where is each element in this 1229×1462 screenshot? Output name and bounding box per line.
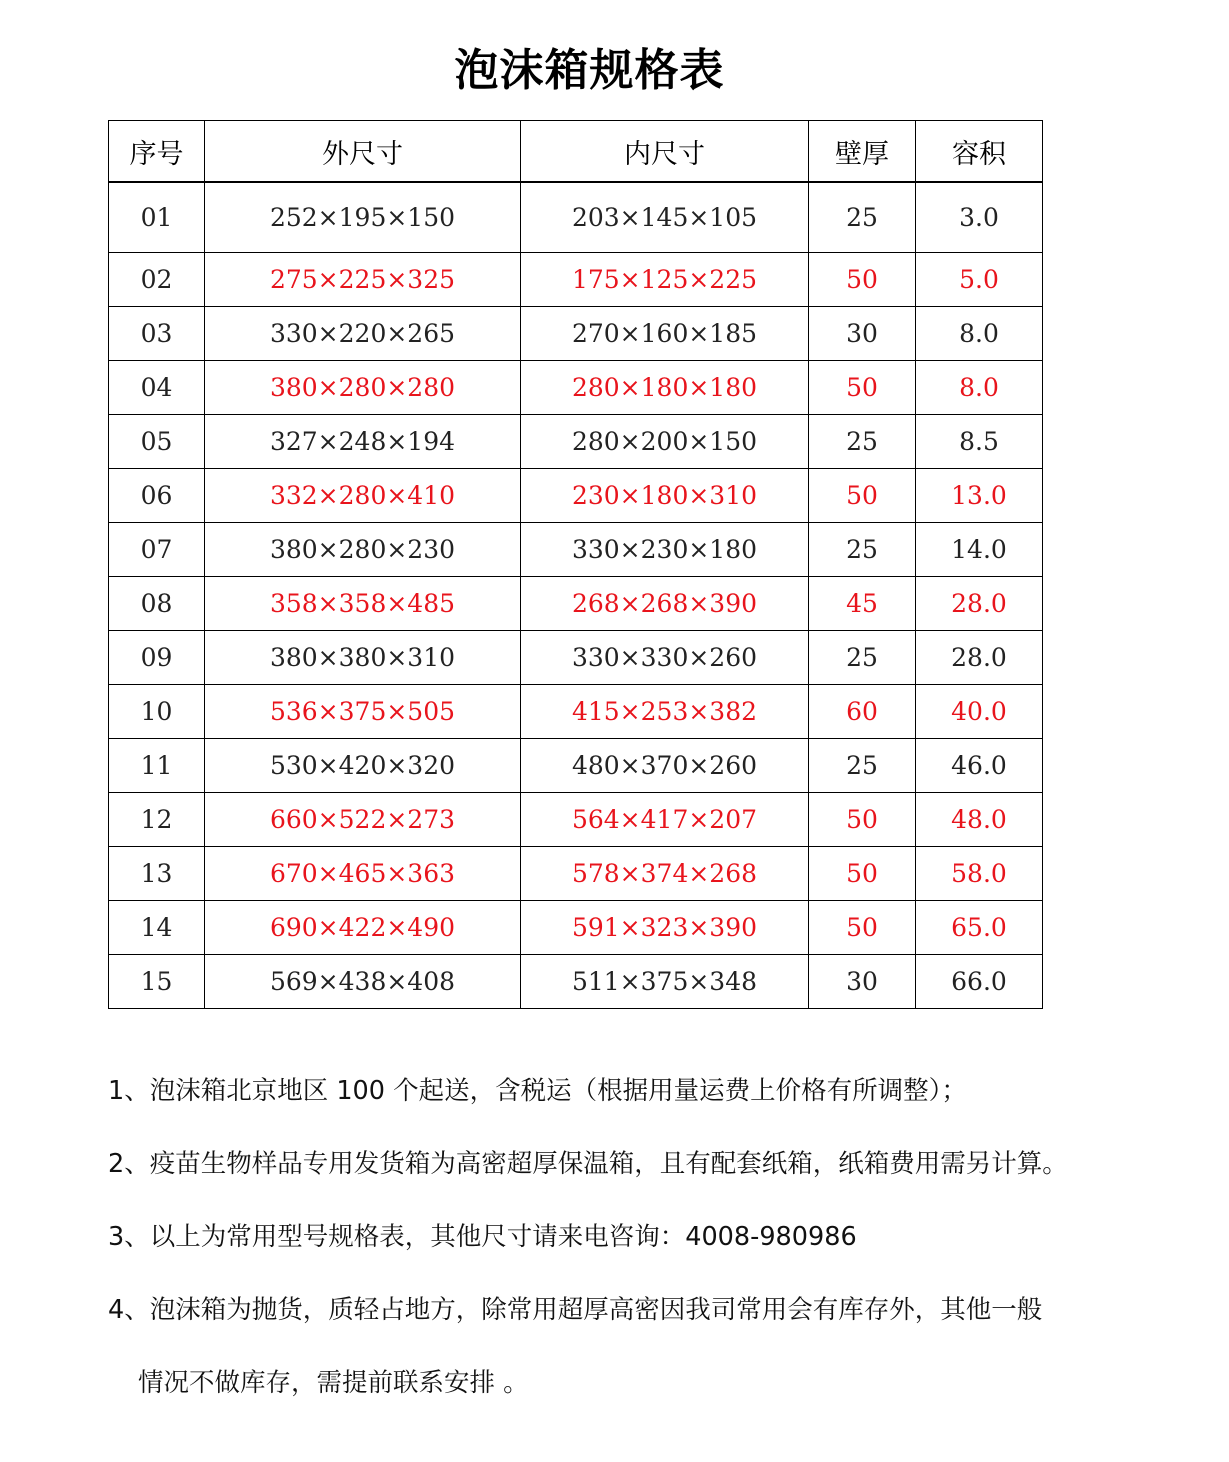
page-title: 泡沫箱规格表: [454, 45, 725, 96]
cell-outer-size: 380×280×230: [205, 523, 521, 577]
table-body: [109, 182, 1043, 1009]
cell-outer-size: 358×358×485: [205, 577, 521, 631]
cell-no: 09: [109, 631, 205, 685]
cell-wall-thickness: 25: [809, 415, 916, 469]
cell-outer-size: 670×465×363: [205, 847, 521, 901]
cell-volume: 46.0: [916, 739, 1043, 793]
table-row: [109, 469, 1043, 523]
cell-inner-size: 330×230×180: [521, 523, 809, 577]
cell-volume: 14.0: [916, 523, 1043, 577]
cell-volume: 8.0: [916, 307, 1043, 361]
cell-outer-size: 380×280×280: [205, 361, 521, 415]
cell-inner-size: 564×417×207: [521, 793, 809, 847]
cell-volume: 8.0: [916, 361, 1043, 415]
table-row: [109, 523, 1043, 577]
table-row: [109, 955, 1043, 1009]
cell-wall-thickness: 60: [809, 685, 916, 739]
cell-volume: 40.0: [916, 685, 1043, 739]
cell-outer-size: 327×248×194: [205, 415, 521, 469]
header-volume: 容积: [916, 121, 1043, 183]
cell-volume: 28.0: [916, 577, 1043, 631]
cell-volume: 66.0: [916, 955, 1043, 1009]
cell-wall-thickness: 50: [809, 793, 916, 847]
cell-no: 03: [109, 307, 205, 361]
note-3: 3、以上为常用型号规格表，其他尺寸请来电咨询：4008-980986: [108, 1222, 857, 1252]
table-row: [109, 307, 1043, 361]
cell-inner-size: 415×253×382: [521, 685, 809, 739]
cell-no: 05: [109, 415, 205, 469]
cell-volume: 65.0: [916, 901, 1043, 955]
cell-volume: 58.0: [916, 847, 1043, 901]
cell-outer-size: 332×280×410: [205, 469, 521, 523]
cell-inner-size: 511×375×348: [521, 955, 809, 1009]
cell-outer-size: 530×420×320: [205, 739, 521, 793]
cell-outer-size: 275×225×325: [205, 253, 521, 307]
cell-no: 06: [109, 469, 205, 523]
cell-no: 13: [109, 847, 205, 901]
cell-no: 04: [109, 361, 205, 415]
notes: [108, 1062, 1218, 1427]
cell-volume: 8.5: [916, 415, 1043, 469]
cell-inner-size: 270×160×185: [521, 307, 809, 361]
cell-no: 14: [109, 901, 205, 955]
cell-no: 15: [109, 955, 205, 1009]
cell-wall-thickness: 30: [809, 955, 916, 1009]
cell-inner-size: 280×180×180: [521, 361, 809, 415]
cell-volume: 28.0: [916, 631, 1043, 685]
table-row: [109, 182, 1043, 253]
cell-outer-size: 330×220×265: [205, 307, 521, 361]
cell-inner-size: 268×268×390: [521, 577, 809, 631]
cell-no: 11: [109, 739, 205, 793]
note-2: 2、疫苗生物样品专用发货箱为高密超厚保温箱，且有配套纸箱，纸箱费用需另计算。: [108, 1149, 1068, 1179]
cell-wall-thickness: 25: [809, 523, 916, 577]
header-no: 序号: [109, 121, 205, 183]
cell-wall-thickness: 50: [809, 253, 916, 307]
cell-wall-thickness: 50: [809, 361, 916, 415]
cell-inner-size: 230×180×310: [521, 469, 809, 523]
cell-inner-size: 203×145×105: [521, 182, 809, 253]
cell-wall-thickness: 50: [809, 847, 916, 901]
table-row: [109, 415, 1043, 469]
table-row: [109, 847, 1043, 901]
cell-outer-size: 380×380×310: [205, 631, 521, 685]
spec-table: [108, 120, 1043, 1009]
table-row: [109, 253, 1043, 307]
cell-outer-size: 536×375×505: [205, 685, 521, 739]
header-row: [109, 121, 1043, 183]
cell-volume: 13.0: [916, 469, 1043, 523]
cell-no: 12: [109, 793, 205, 847]
cell-wall-thickness: 30: [809, 307, 916, 361]
cell-wall-thickness: 45: [809, 577, 916, 631]
cell-wall-thickness: 25: [809, 182, 916, 253]
table-row: [109, 577, 1043, 631]
table-row: [109, 739, 1043, 793]
cell-outer-size: 660×522×273: [205, 793, 521, 847]
header-outer-size: 外尺寸: [205, 121, 521, 183]
cell-outer-size: 252×195×150: [205, 182, 521, 253]
cell-inner-size: 591×323×390: [521, 901, 809, 955]
cell-outer-size: 569×438×408: [205, 955, 521, 1009]
table-row: [109, 901, 1043, 955]
cell-volume: 48.0: [916, 793, 1043, 847]
cell-inner-size: 578×374×268: [521, 847, 809, 901]
cell-inner-size: 480×370×260: [521, 739, 809, 793]
cell-outer-size: 690×422×490: [205, 901, 521, 955]
table-row: [109, 793, 1043, 847]
header-wall-thickness: 壁厚: [809, 121, 916, 183]
cell-wall-thickness: 25: [809, 631, 916, 685]
cell-inner-size: 175×125×225: [521, 253, 809, 307]
note-4-continued: 情况不做库存，需提前联系安排 。: [138, 1368, 529, 1398]
cell-volume: 5.0: [916, 253, 1043, 307]
cell-wall-thickness: 25: [809, 739, 916, 793]
cell-no: 02: [109, 253, 205, 307]
cell-no: 07: [109, 523, 205, 577]
note-4: 4、泡沫箱为抛货，质轻占地方，除常用超厚高密因我司常用会有库存外，其他一般: [108, 1295, 1043, 1325]
cell-no: 08: [109, 577, 205, 631]
table-row: [109, 631, 1043, 685]
table-row: [109, 361, 1043, 415]
cell-volume: 3.0: [916, 182, 1043, 253]
table-row: [109, 685, 1043, 739]
cell-inner-size: 330×330×260: [521, 631, 809, 685]
cell-wall-thickness: 50: [809, 469, 916, 523]
cell-no: 10: [109, 685, 205, 739]
cell-no: 01: [109, 182, 205, 253]
note-1: 1、泡沫箱北京地区 100 个起送，含税运（根据用量运费上价格有所调整）；: [108, 1076, 967, 1106]
cell-wall-thickness: 50: [809, 901, 916, 955]
header-inner-size: 内尺寸: [521, 121, 809, 183]
cell-inner-size: 280×200×150: [521, 415, 809, 469]
